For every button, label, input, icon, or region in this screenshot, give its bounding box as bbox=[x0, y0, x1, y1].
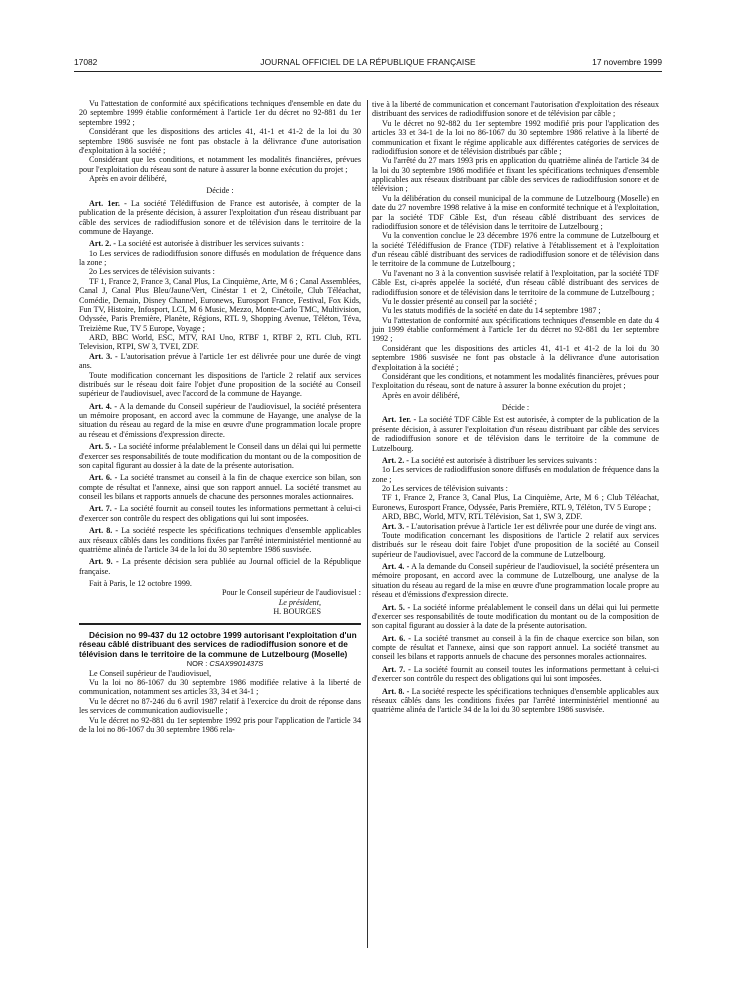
article-paragraph bbox=[372, 634, 659, 662]
paragraph: Vu la loi no 86-1067 du 30 septembre 1986 modifiée relative à la liberté de communication, notamment ses articles 33, 34 et 34-1 ; bbox=[79, 678, 361, 697]
article-label: Art. 2. - bbox=[382, 455, 409, 465]
article-text: La société respecte les spécifications techniques d'ensemble applicables aux réseaux câblés dans les conditions fixées par l'arrêté interministériel mentionné au quatrième alinéa de l'article 34 de la loi du 30 septembre 1986 susvisée. bbox=[372, 686, 659, 715]
nor-reference bbox=[79, 659, 361, 668]
paragraph: Considérant que les dispositions des articles 41, 41-1 et 41-2 de la loi du 30 septembre 1986 susvisée ne font pas obstacle à la délivrance d'une autorisation d'exploitation à la société ; bbox=[79, 127, 361, 155]
article-paragraph bbox=[372, 562, 659, 600]
paragraph: Vu les statuts modifiés de la société en date du 14 septembre 1987 ; bbox=[382, 306, 601, 316]
service-item: 2o Les services de télévision suivants : bbox=[89, 267, 215, 277]
article-label: Art. 5. - bbox=[89, 442, 117, 452]
article-label: Art. 7. - bbox=[89, 504, 118, 514]
article-text: La société informe préalablement le conseil dans un délai qui lui permette d'exercer ses responsabilités de toute modification du montant ou de la composition de son capital figurant au dossier à la date de la présente autorisation. bbox=[372, 602, 659, 631]
article-label: Art. 4. - bbox=[382, 562, 410, 571]
article-text: La société est autorisée à distribuer les services suivants : bbox=[118, 239, 304, 249]
header-rule bbox=[74, 71, 662, 72]
service-item: 1o Les services de radiodiffusion sonore diffusés en modulation de fréquence dans la zone ; bbox=[372, 465, 659, 484]
journal-title: JOURNAL OFFICIEL DE LA RÉPUBLIQUE FRANÇAISE bbox=[260, 57, 476, 67]
article-paragraph bbox=[372, 522, 659, 531]
service-item: 1o Les services de radiodiffusion sonore diffusés en modulation de fréquence dans la zone ; bbox=[79, 248, 361, 267]
article-text: L'autorisation prévue à l'article 1er est délivrée pour une durée de vingt ans. bbox=[411, 521, 657, 531]
service-list: TF 1, France 2, France 3, Canal Plus, La Cinquième, Arte, M 6 ; Club Téléachat, Euronews, Eurosport France, Odyssée, Paris Première, RTL 9, Téléton, TV 5 Europe ; bbox=[372, 493, 659, 512]
article-label: Art. 6. - bbox=[89, 473, 118, 483]
paragraph: Le Conseil supérieur de l'audiovisuel, bbox=[89, 668, 212, 678]
paragraph: Vu l'attestation de conformité aux spécifications techniques d'ensemble en date du 4 juin 1999 établie conformément à l'article 1er du décret no 92-881 du 1er septembre 1992 ; bbox=[372, 315, 659, 344]
done-at: Fait à Paris, le 12 octobre 1999. bbox=[89, 579, 192, 588]
paragraph: Vu l'attestation de conformité aux spécifications techniques d'ensemble en date du 20 septembre 1999 établie conformément à l'article 1er du décret no 92-881 du 1er septembre 1992 ; bbox=[79, 99, 361, 127]
article-label: Art. 3. - bbox=[89, 351, 118, 361]
paragraph: Vu l'avenant no 3 à la convention susvisée relatif à l'exploitation, par la société TDF Câble Est, ci-après appelée la société, d'un réseau câblé distribuant des services de radiodiffusion sonore et de télévision dans le territoire de la commune de Lutzelbourg ; bbox=[372, 268, 659, 297]
article-text: La société transmet au conseil à la fin de chaque exercice son bilan, son compte de résultat et l'annexe, ainsi que son rapport annuel. La société transmet au conseil les bilans et rapports annuels de chacune des personnes morales actionnaires. bbox=[372, 633, 659, 662]
decide-heading: Décide : bbox=[206, 186, 234, 196]
article-text: La société fournit au conseil toutes les informations permettant à celui-ci d'exercer son contrôle du respect des obligations qui lui sont imposées. bbox=[79, 504, 361, 523]
article-label: Art. 6. - bbox=[382, 633, 411, 643]
article-paragraph bbox=[79, 442, 361, 470]
article-label: Art. 1er. - bbox=[89, 198, 127, 208]
service-list: ARD, BBC World, ESC, MTV, RAI Uno, RTBF 1, RTBF 2, RTL Club, RTL Television, RTPI, SW 3, TVEI, ZDF. bbox=[79, 333, 361, 352]
article-label: Art. 1er. - bbox=[382, 415, 417, 425]
paragraph: Vu le décret no 92-882 du 1er septembre 1992 modifié pris pour l'application des articles 33 et 34-1 de la loi no 86-1067 du 30 septembre 1986 relative à la liberté de communication et fixant le régime applicable aux différentes catégories de services de radiodiffusion sonore et de télévision distribués par câble ; bbox=[372, 118, 659, 156]
article-label: Art. 4. - bbox=[89, 401, 118, 411]
paragraph: tive à la liberté de communication et concernant l'autorisation d'exploitation des réseaux distribuant des services de radiodiffusion sonore et de télévision par câble ; bbox=[372, 100, 659, 119]
paragraph: Après en avoir délibéré, bbox=[382, 390, 460, 400]
decision-title: Décision no 99-437 du 12 octobre 1999 autorisant l'exploitation d'un réseau câblé distribuant des services de radiodiffusion sonore et de télévision dans le territoire de la commune de Lutzelbourg (Moselle) bbox=[79, 629, 357, 659]
article-text: La société fournit au conseil toutes les informations permettant à celui-ci d'exercer son contrôle du respect des obligations qui lui sont imposées. bbox=[372, 664, 659, 684]
article-paragraph bbox=[79, 557, 361, 576]
signature-role-line bbox=[79, 598, 361, 607]
article-text: La société informe préalablement le Conseil dans un délai qui lui permette d'exercer ses responsabilités de toute modification du montant ou de la composition de son capital figurant au dossier à la date de la présente autorisation. bbox=[79, 442, 361, 470]
article-label: Art. 8. - bbox=[382, 686, 410, 696]
article-paragraph bbox=[79, 504, 361, 523]
article-paragraph bbox=[79, 239, 361, 248]
article-label: Art. 2. - bbox=[89, 239, 116, 249]
article-text: A la demande du Conseil supérieur de l'audiovisuel, la société présentera un mémoire proposant, en accord avec la commune de Lutzelbourg, une analyse de la situation du réseau au regard de la mise en œuvre d'une programmation locale propre au réseau et d'émissions d'expression directe. bbox=[372, 562, 660, 600]
article-label: Art. 3. - bbox=[382, 521, 409, 531]
article-text: La société Télédiffusion de France est autorisée, à compter de la publication de la présente décision, à assurer l'exploitation d'un réseau distribuant par câble des services de radiodiffusion sonore et de télévision dans le territoire de la commune de Hayange. bbox=[79, 198, 361, 236]
paragraph: Vu le dossier présenté au conseil par la société ; bbox=[382, 296, 537, 306]
paragraph: Après en avoir délibéré, bbox=[89, 174, 167, 183]
article-paragraph bbox=[372, 456, 659, 465]
article-paragraph bbox=[372, 665, 659, 684]
paragraph: Considérant que les dispositions des articles 41, 41-1 et 41-2 de la loi du 30 septembre 1986 susvisée ne font pas obstacle à la délivrance d'une autorisation d'exploitation à la société ; bbox=[372, 343, 659, 372]
article-label: Art. 9. - bbox=[89, 557, 119, 567]
column-divider bbox=[367, 100, 368, 948]
article-text: La société respecte les spécifications techniques d'ensemble applicables aux réseaux câblés dans les conditions fixées par l'arrêté interministériel mentionné au quatrième alinéa de l'article 34 de la loi du 30 septembre 1986 susvisée. bbox=[79, 526, 362, 554]
paragraph: Vu l'arrêté du 27 mars 1993 pris en application du quatrième alinéa de l'article 34 de la loi du 30 septembre 1986 modifiée et fixant les spécifications techniques d'ensemble applicables aux réseaux distribuant par câble des services de radiodiffusion sonore et de télévision ; bbox=[372, 156, 659, 194]
article-label: Art. 7. - bbox=[382, 664, 411, 674]
nor-label: NOR : bbox=[186, 659, 208, 669]
article-text: La société transmet au conseil à la fin de chaque exercice son bilan, son compte de résultat et l'annexe, ainsi que son rapport annuel. La société transmet au conseil les bilans et rapports annuels de chacune des personnes morales actionnaires. bbox=[79, 473, 361, 501]
service-list: ARD, BBC, World, MTV, RTL Télévision, Sat 1, SW 3, ZDF. bbox=[382, 512, 583, 522]
article-label: Art. 8. - bbox=[89, 526, 119, 536]
article-paragraph bbox=[372, 603, 659, 631]
article-paragraph bbox=[79, 402, 361, 440]
issue-date: 17 novembre 1999 bbox=[592, 57, 662, 67]
paragraph: Vu le décret no 92-881 du 1er septembre 1992 pris pour l'application de l'article 34 de la loi no 86-1067 du 30 septembre 1986 rela- bbox=[79, 715, 361, 734]
article-text: A la demande du Conseil supérieur de l'audiovisuel, la société présentera un mémoire proposant, en accord avec la commune de Hayange, une analyse de la situation du réseau au regard de la mise en œuvre d'une programmation locale propre au réseau et d'émissions d'expression directe. bbox=[79, 401, 362, 439]
paragraph: Considérant que les conditions, et notamment les modalités financières, prévues pour l'exploitation du réseau sont de nature à assurer la bonne exécution du projet ; bbox=[79, 155, 361, 174]
article-paragraph: Toute modification concernant les dispositions de l'article 2 relatif aux services distribués sur le réseau doit faire l'objet d'une proposition de la société au Conseil supérieur de l'audiovisuel, avec l'accord de la commune de Hayange. bbox=[79, 370, 361, 399]
article-paragraph bbox=[79, 199, 361, 237]
page-header bbox=[74, 57, 662, 71]
service-list: TF 1, France 2, France 3, Canal Plus, La Cinquième, Arte, M 6 ; Canal Assemblées, Canal J, Canal Plus Bleu/Jaune/Vert, Cinéstar 1 et 2, Cinétoile, Club Téléachat, Comédie, Demain, Disney Channel, Euronews, Eurosport France, Festival, Fox Kids, Fun TV, Histoire, Infosport, LCI, M 6 Music, Mezzo, Monte-Carlo TMC, Multivision, Odyssée, Paris Première, Planète, Régions, RTL 9, Shopping Avenue, Téléton, Téva, Treizième Rue, TV 5 Europe, Voyage ; bbox=[79, 276, 361, 333]
article-paragraph: Toute modification concernant les dispositions de l'article 2 relatif aux services distribués sur le réseau doit faire l'objet d'une proposition de la société au Conseil supérieur de l'audiovisuel, avec l'accord de la commune de Lutzelbourg. bbox=[372, 530, 659, 559]
decision-separator bbox=[79, 623, 361, 625]
signature-for: Pour le Conseil supérieur de l'audiovisuel : bbox=[221, 588, 361, 598]
left-column bbox=[79, 99, 361, 734]
paragraph: Vu la délibération du conseil municipal de la commune de Lutzelbourg (Moselle) en date du 27 novembre 1998 relative à la mise en conformité technique et à l'exploitation, par la société TDF Câble Est, d'un réseau câblé distribuant des services de radiodiffusion sonore et de télévision dans le territoire de Lutzelbourg ; bbox=[372, 193, 659, 231]
article-label: Art. 5. - bbox=[382, 602, 411, 612]
article-text: La présente décision sera publiée au Journal officiel de la République française. bbox=[79, 557, 361, 576]
article-paragraph bbox=[372, 415, 659, 453]
signature-role: Le président, bbox=[278, 597, 321, 607]
article-paragraph bbox=[372, 687, 659, 715]
service-item: 2o Les services de télévision suivants : bbox=[382, 484, 508, 493]
right-column bbox=[372, 100, 659, 715]
paragraph: Vu la convention conclue le 23 décembre 1976 entre la commune de Lutzelbourg et la société Télédiffusion de France (TDF) relative à l'établissement et à l'exploitation d'un réseau câblé distribuant des services de radiodiffusion sonore et de télévision dans le territoire de la commune de Lutzelbourg ; bbox=[372, 231, 659, 269]
decide-heading: Décide : bbox=[501, 403, 530, 412]
paragraph: Vu le décret no 87-246 du 6 avril 1987 relatif à l'exercice du droit de réponse dans les services de communication audiovisuelle ; bbox=[79, 696, 361, 716]
paragraph: Considérant que les conditions, et notamment les modalités financières, prévues pour l'exploitation du réseau, sont de nature à assurer la bonne exécution du projet ; bbox=[372, 371, 659, 391]
article-paragraph bbox=[79, 352, 361, 371]
article-text: L'autorisation prévue à l'article 1er est délivrée pour une durée de vingt ans. bbox=[79, 351, 362, 371]
article-paragraph bbox=[79, 526, 361, 554]
page-number: 17082 bbox=[74, 57, 98, 67]
signature-name: H. BOURGES bbox=[273, 607, 321, 617]
article-paragraph bbox=[79, 473, 361, 501]
article-text: La société TDF Câble Est est autorisée, à compter de la publication de la présente décision, à assurer l'exploitation d'un réseau distribuant par câble des services de radiodiffusion sonore et de télévision dans le territoire de la commune de Lutzelbourg. bbox=[372, 415, 660, 453]
nor-code: CSAX9901437S bbox=[209, 659, 264, 669]
article-text: La société est autorisée à distribuer les services suivants : bbox=[411, 455, 597, 465]
